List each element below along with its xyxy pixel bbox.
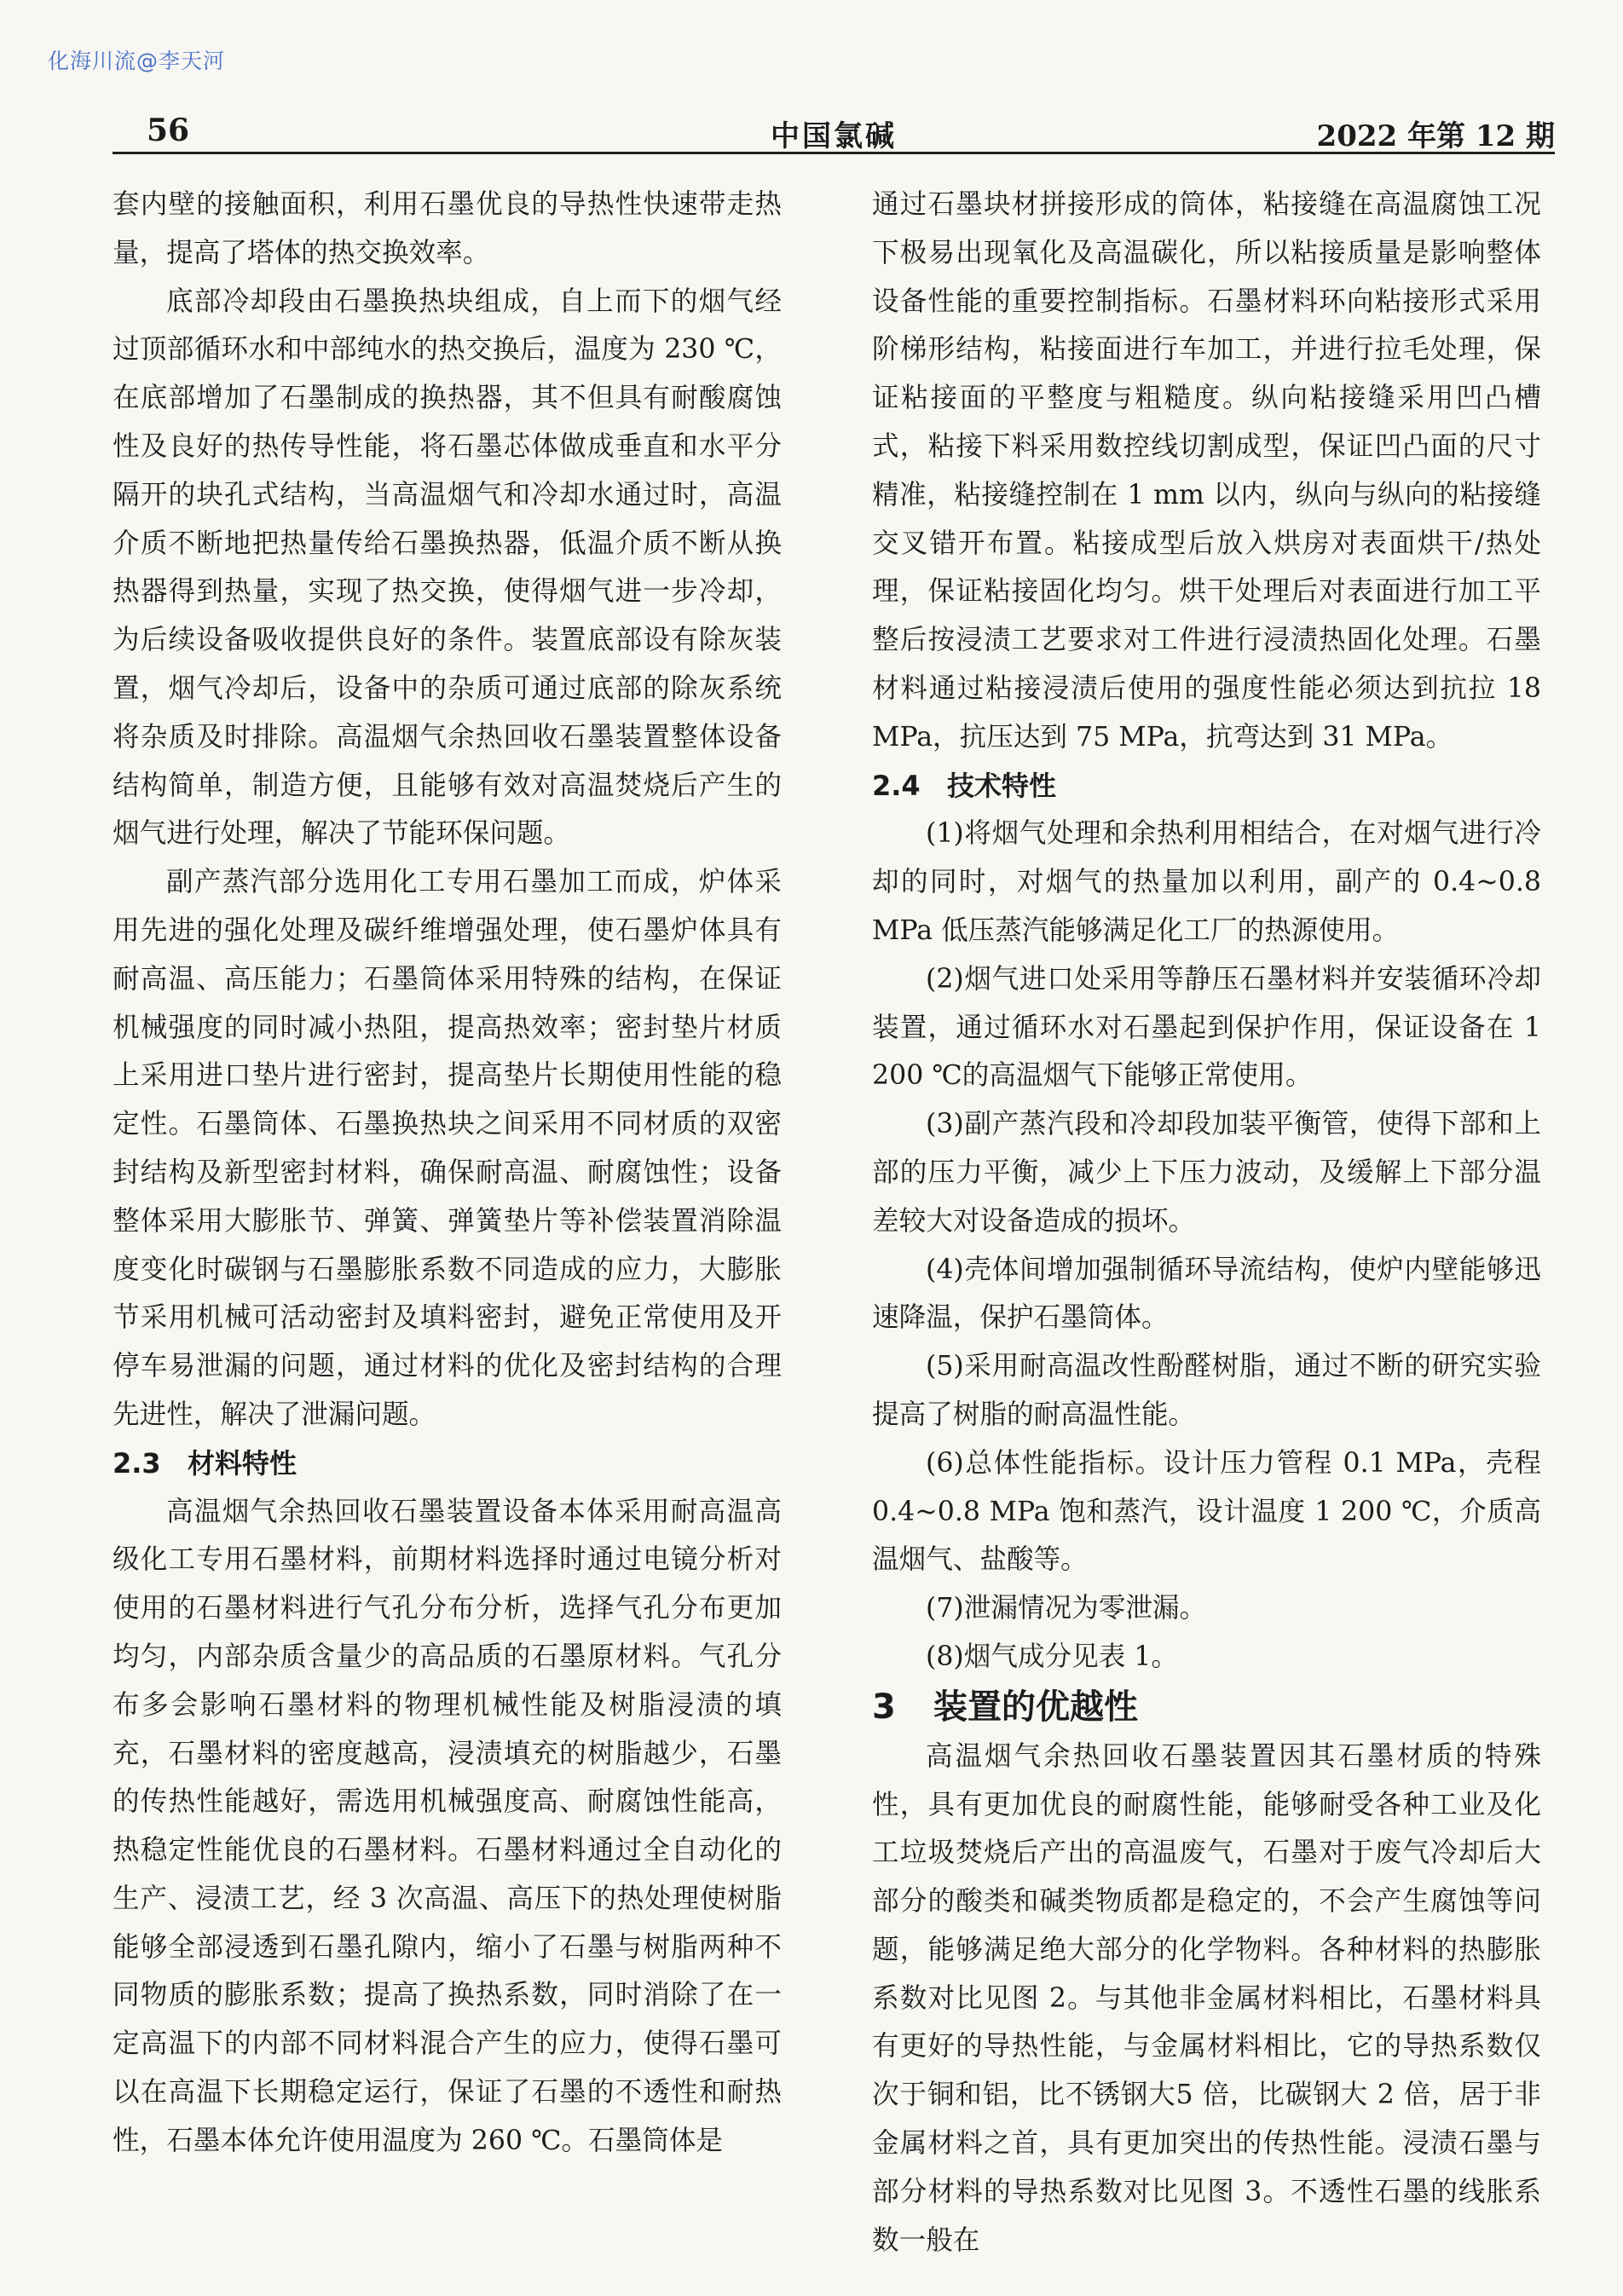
watermark: 化海川流@李天河	[48, 49, 226, 73]
paragraph: 通过石墨块材拼接形成的筒体，粘接缝在高温腐蚀工况下极易出现氧化及高温碳化，所以粘接质量是影响整体设备性能的重要控制指标。石墨材料环向粘接形式采用阶梯形结构，粘接面进行车加工，并进行拉毛处理，保证粘接面的平整度与粗糙度。纵向粘接缝采用凹凸槽式，粘接下料采用数控线切割成型，保证凹凸面的尺寸精准，粘接缝控制在 1 mm 以内，纵向与纵向的粘接缝交叉错开布置。粘接成型后放入烘房对表面烘干/热处理，保证粘接固化均匀。烘干处理后对表面进行加工平整后按浸渍工艺要求对工件进行浸渍热固化处理。石墨材料通过粘接浸渍后使用的强度性能必须达到抗拉 18 MPa，抗压达到 75 MPa，抗弯达到 31 MPa。	[872, 189, 1541, 753]
right-column	[872, 181, 1541, 2264]
paragraph: 高温烟气余热回收石墨装置设备本体采用耐高温高级化工专用石墨材料，前期材料选择时通过电镜分析对使用的石墨材料进行气孔分布分析，选择气孔分布更加均匀，内部杂质含量少的高品质的石墨原材料。气孔分布多会影响石墨材料的物理机械性能及树脂浸渍的填充，石墨材料的密度越高，浸渍填充的树脂越少，石墨的传热性能越好，需选用机械强度高、耐腐蚀性能高，热稳定性能优良的石墨材料。石墨材料通过全自动化的生产、浸渍工艺，经 3 次高温、高压下的热处理使树脂能够全部浸透到石墨孔隙内，缩小了石墨与树脂两种不同物质的膨胀系数；提高了换热系数，同时消除了在一定高温下的内部不同材料混合产生的应力，使得石墨可以在高温下长期稳定运行，保证了石墨的不透性和耐热性，石墨本体允许使用温度为 260 ℃。石墨筒体是	[113, 1496, 782, 2156]
section-title: 材料特性	[188, 1446, 297, 1480]
left-column	[113, 181, 782, 2166]
page-number: 56	[147, 112, 190, 148]
section-title: 技术特性	[947, 769, 1057, 802]
list-item: (5)采用耐高温改性酚醛树脂，通过不断的研究实验提高了树脂的耐高温性能。	[872, 1351, 1541, 1430]
paragraph: 高温烟气余热回收石墨装置因其石墨材质的特殊性，具有更加优良的耐腐性能，能够耐受各种工业及化工垃圾焚烧后产出的高温废气，石墨对于废气冷却后大部分的酸类和碱类物质都是稳定的，不会产生腐蚀等问题，能够满足绝大部分的化学物料。各种材料的热膨胀系数对比见图 2。与其他非金属材料相比，石墨材料具有更好的导热性能，与金属材料相比，它的导热系数仅次于铜和铝，比不锈钢大5 倍，比碳钢大 2 倍，居于非金属材料之首，具有更加突出的传热性能。浸渍石墨与部分材料的导热系数对比见图 3。不透性石墨的线胀系数一般在	[872, 1740, 1541, 2256]
page-header	[113, 109, 1555, 154]
paragraph: 底部冷却段由石墨换热块组成，自上而下的烟气经过顶部循环水和中部纯水的热交换后，温度为 230 ℃，在底部增加了石墨制成的换热器，其不但具有耐酸腐蚀性及良好的热传导性能，将石墨芯体做成垂直和水平分隔开的块孔式结构，当高温烟气和冷却水通过时，高温介质不断地把热量传给石墨换热器，低温介质不断从换热器得到热量，实现了热交换，使得烟气进一步冷却，为后续设备吸收提供良好的条件。装置底部设有除灰装置，烟气冷却后，设备中的杂质可通过底部的除灰系统将杂质及时排除。高温烟气余热回收石墨装置整体设备结构简单，制造方便，且能够有效对高温焚烧后产生的烟气进行处理，解决了节能环保问题。	[113, 286, 782, 850]
paragraph: 副产蒸汽部分选用化工专用石墨加工而成，炉体采用先进的强化处理及碳纤维增强处理，使石墨炉体具有耐高温、高压能力；石墨筒体采用特殊的结构，在保证机械强度的同时减小热阻，提高热效率；密封垫片材质上采用进口垫片进行密封，提高垫片长期使用性能的稳定性。石墨筒体、石墨换热块之间采用不同材质的双密封结构及新型密封材料，确保耐高温、耐腐蚀性；设备整体采用大膨胀节、弹簧、弹簧垫片等补偿装置消除温度变化时碳钢与石墨膨胀系数不同造成的应力，大膨胀节采用机械可活动密封及填料密封，避免正常使用及开停车易泄漏的问题，通过材料的优化及密封结构的合理先进性，解决了泄漏问题。	[113, 867, 782, 1430]
issue-label: 2022 年第 12 期	[1316, 119, 1555, 153]
list-item: (8)烟气成分见表 1。	[926, 1641, 1179, 1672]
section-heading-3	[872, 1682, 1541, 1733]
list-item: (7)泄漏情况为零泄漏。	[926, 1593, 1207, 1624]
paragraph: 套内壁的接触面积，利用石墨优良的导热性快速带走热量，提高了塔体的热交换效率。	[113, 189, 782, 268]
list-item: (4)壳体间增加强制循环导流结构，使炉内壁能够迅速降温，保护石墨筒体。	[872, 1254, 1541, 1334]
list-item: (6)总体性能指标。设计压力管程 0.1 MPa，壳程 0.4~0.8 MPa 饱和蒸汽，设计温度 1 200 ℃，介质高温烟气、盐酸等。	[872, 1447, 1541, 1576]
section-number: 2.4	[872, 769, 921, 802]
list-item: (3)副产蒸汽段和冷却段加装平衡管，使得下部和上部的压力平衡，减少上下压力波动，及缓解上下部分温差较大对设备造成的损坏。	[872, 1109, 1541, 1237]
journal-title: 中国氯碱	[771, 119, 897, 153]
list-item: (1)将烟气处理和余热利用相结合，在对烟气进行冷却的同时，对烟气的热量加以利用，副产的 0.4~0.8 MPa 低压蒸汽能够满足化工厂的热源使用。	[872, 818, 1541, 946]
section-number: 2.3	[113, 1446, 161, 1480]
list-item: (2)烟气进口处采用等静压石墨材料并安装循环冷却装置，通过循环水对石墨起到保护作用，保证设备在 1 200 ℃的高温烟气下能够正常使用。	[872, 963, 1541, 1092]
section-heading-2-3	[113, 1439, 782, 1488]
section-heading-2-4	[872, 762, 1541, 811]
section-number: 3	[872, 1687, 896, 1727]
section-title: 装置的优越性	[933, 1687, 1138, 1727]
